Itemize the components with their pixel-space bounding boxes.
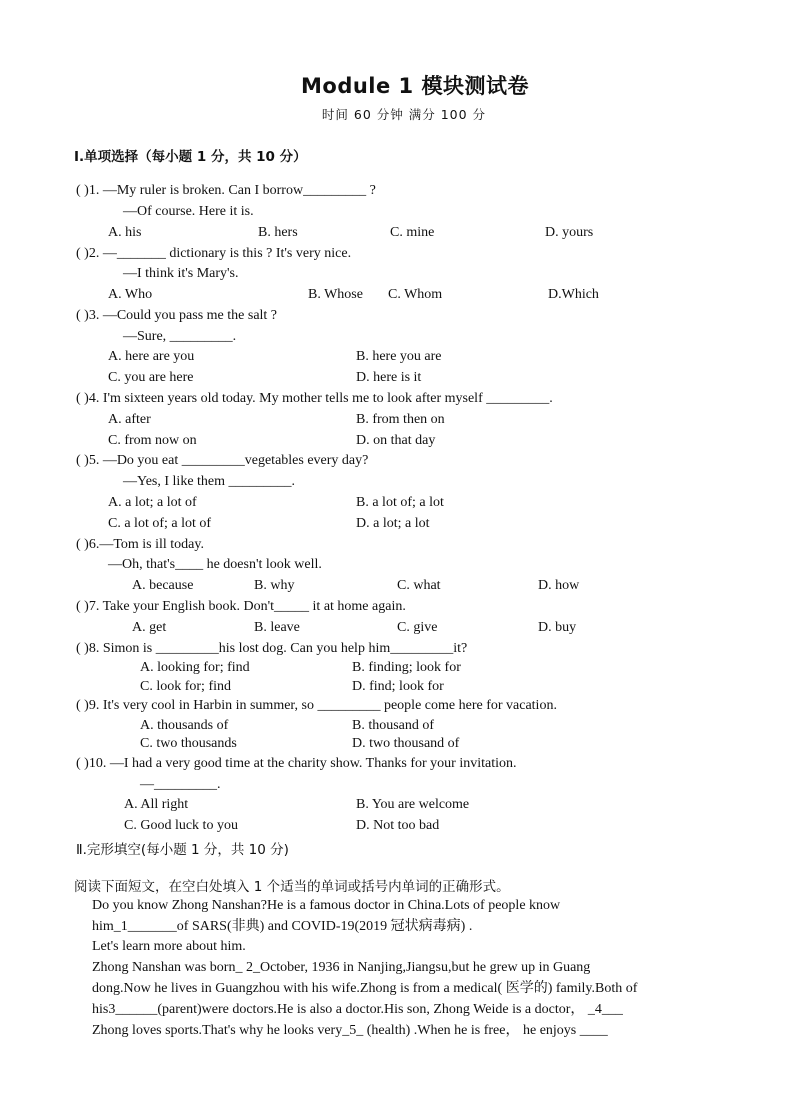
question-8-stem: ( )8. Simon is _________his lost dog. Can you help him_________it? [76,641,468,656]
question-10-option-c: C. Good luck to you [124,818,238,833]
question-9-stem: ( )9. It's very cool in Harbin in summer, so _________ people come here for vacation. [76,698,557,713]
question-6-stem: ( )6.—Tom is ill today. [76,537,204,552]
question-2-option-b: B. Whose [308,287,363,302]
passage-line-6: his3______(parent)were doctors.He is also a doctor.His son, Zhong Weide is a doctor， _4___ [92,1002,623,1017]
question-1-option-d: D. yours [545,225,594,240]
question-4-option-a: A. after [108,412,151,427]
question-10-answer-line: —_________. [140,777,221,792]
question-1-option-b: B. hers [258,225,298,240]
question-1-option-a: A. his [108,225,142,240]
question-6-answer-line: —Oh, that's____ he doesn't look well. [108,557,322,572]
question-2-answer-line: —I think it's Mary's. [123,266,239,281]
question-8-option-b: B. finding; look for [352,660,461,675]
question-9-option-d: D. two thousand of [352,736,460,751]
question-5-option-a: A. a lot; a lot of [108,495,197,510]
passage-line-3: Let's learn more about him. [92,939,246,954]
question-7-option-c: C. give [397,620,438,635]
section-2-heading: Ⅱ.完形填空(每小题 1 分，共 10 分) [76,842,289,858]
question-9-option-c: C. two thousands [140,736,237,751]
question-3-option-d: D. here is it [356,370,422,385]
question-8-option-d: D. find; look for [352,679,444,694]
question-4-option-d: D. on that day [356,433,436,448]
time-score-line: 时间 60 分钟 满分 100 分 [321,107,487,122]
section-1-heading: Ⅰ.单项选择（每小题 1 分，共 10 分） [74,149,307,165]
question-1-answer-line: —Of course. Here it is. [123,204,254,219]
cloze-instruction: 阅读下面短文，在空白处填入 1 个适当的单词或括号内单词的正确形式。 [74,879,510,895]
question-3-option-c: C. you are here [108,370,194,385]
question-5-option-b: B. a lot of; a lot [356,495,444,510]
question-5-stem: ( )5. —Do you eat _________vegetables every day? [76,453,369,468]
question-3-answer-line: —Sure, _________. [123,329,237,344]
question-2-option-c: C. Whom [388,287,443,302]
question-10-option-a: A. All right [124,797,189,812]
passage-line-2: him_1_______of SARS(非典) and COVID-19(2019 冠状病毒病) . [92,919,473,934]
question-8-option-c: C. look for; find [140,679,231,694]
question-5-option-c: C. a lot of; a lot of [108,516,212,531]
question-7-option-d: D. buy [538,620,577,635]
question-10-option-d: D. Not too bad [356,818,440,833]
question-7-option-b: B. leave [254,620,300,635]
question-4-option-c: C. from now on [108,433,197,448]
question-6-option-b: B. why [254,578,295,593]
question-6-option-d: D. how [538,578,580,593]
question-2-stem: ( )2. —_______ dictionary is this ? It's very nice. [76,246,352,261]
question-4-option-b: B. from then on [356,412,445,427]
passage-line-5: dong.Now he lives in Guangzhou with his wife.Zhong is from a medical( 医学的) family.Both of [92,981,638,996]
question-3-stem: ( )3. —Could you pass me the salt ? [76,308,278,323]
question-9-option-a: A. thousands of [140,718,229,733]
question-3-option-a: A. here are you [108,349,195,364]
question-1-stem: ( )1. —My ruler is broken. Can I borrow_________ ? [76,183,376,198]
question-7-option-a: A. get [132,620,167,635]
question-2-option-a: A. Who [108,287,153,302]
question-10-stem: ( )10. —I had a very good time at the charity show. Thanks for your invitation. [76,756,517,771]
question-4-stem: ( )4. I'm sixteen years old today. My mother tells me to look after myself _________. [76,391,553,406]
question-10-option-b: B. You are welcome [356,797,470,812]
passage-line-7: Zhong loves sports.That's why he looks very_5_ (health) .When he is free， he enjoys ____ [92,1023,608,1038]
passage-line-1: Do you know Zhong Nanshan?He is a famous doctor in China.Lots of people know [92,898,561,913]
question-8-option-a: A. looking for; find [140,660,250,675]
question-5-option-d: D. a lot; a lot [356,516,430,531]
passage-line-4: Zhong Nanshan was born_ 2_October, 1936 in Nanjing,Jiangsu,but he grew up in Guang [92,960,591,975]
question-5-answer-line: —Yes, I like them _________. [123,474,296,489]
page-title: Module 1 模块测试卷 [301,74,529,98]
question-6-option-a: A. because [132,578,194,593]
question-9-option-b: B. thousand of [352,718,435,733]
question-3-option-b: B. here you are [356,349,442,364]
question-1-option-c: C. mine [390,225,435,240]
question-6-option-c: C. what [397,578,441,593]
question-7-stem: ( )7. Take your English book. Don't_____ it at home again. [76,599,406,614]
question-2-option-d: D.Which [548,287,599,302]
